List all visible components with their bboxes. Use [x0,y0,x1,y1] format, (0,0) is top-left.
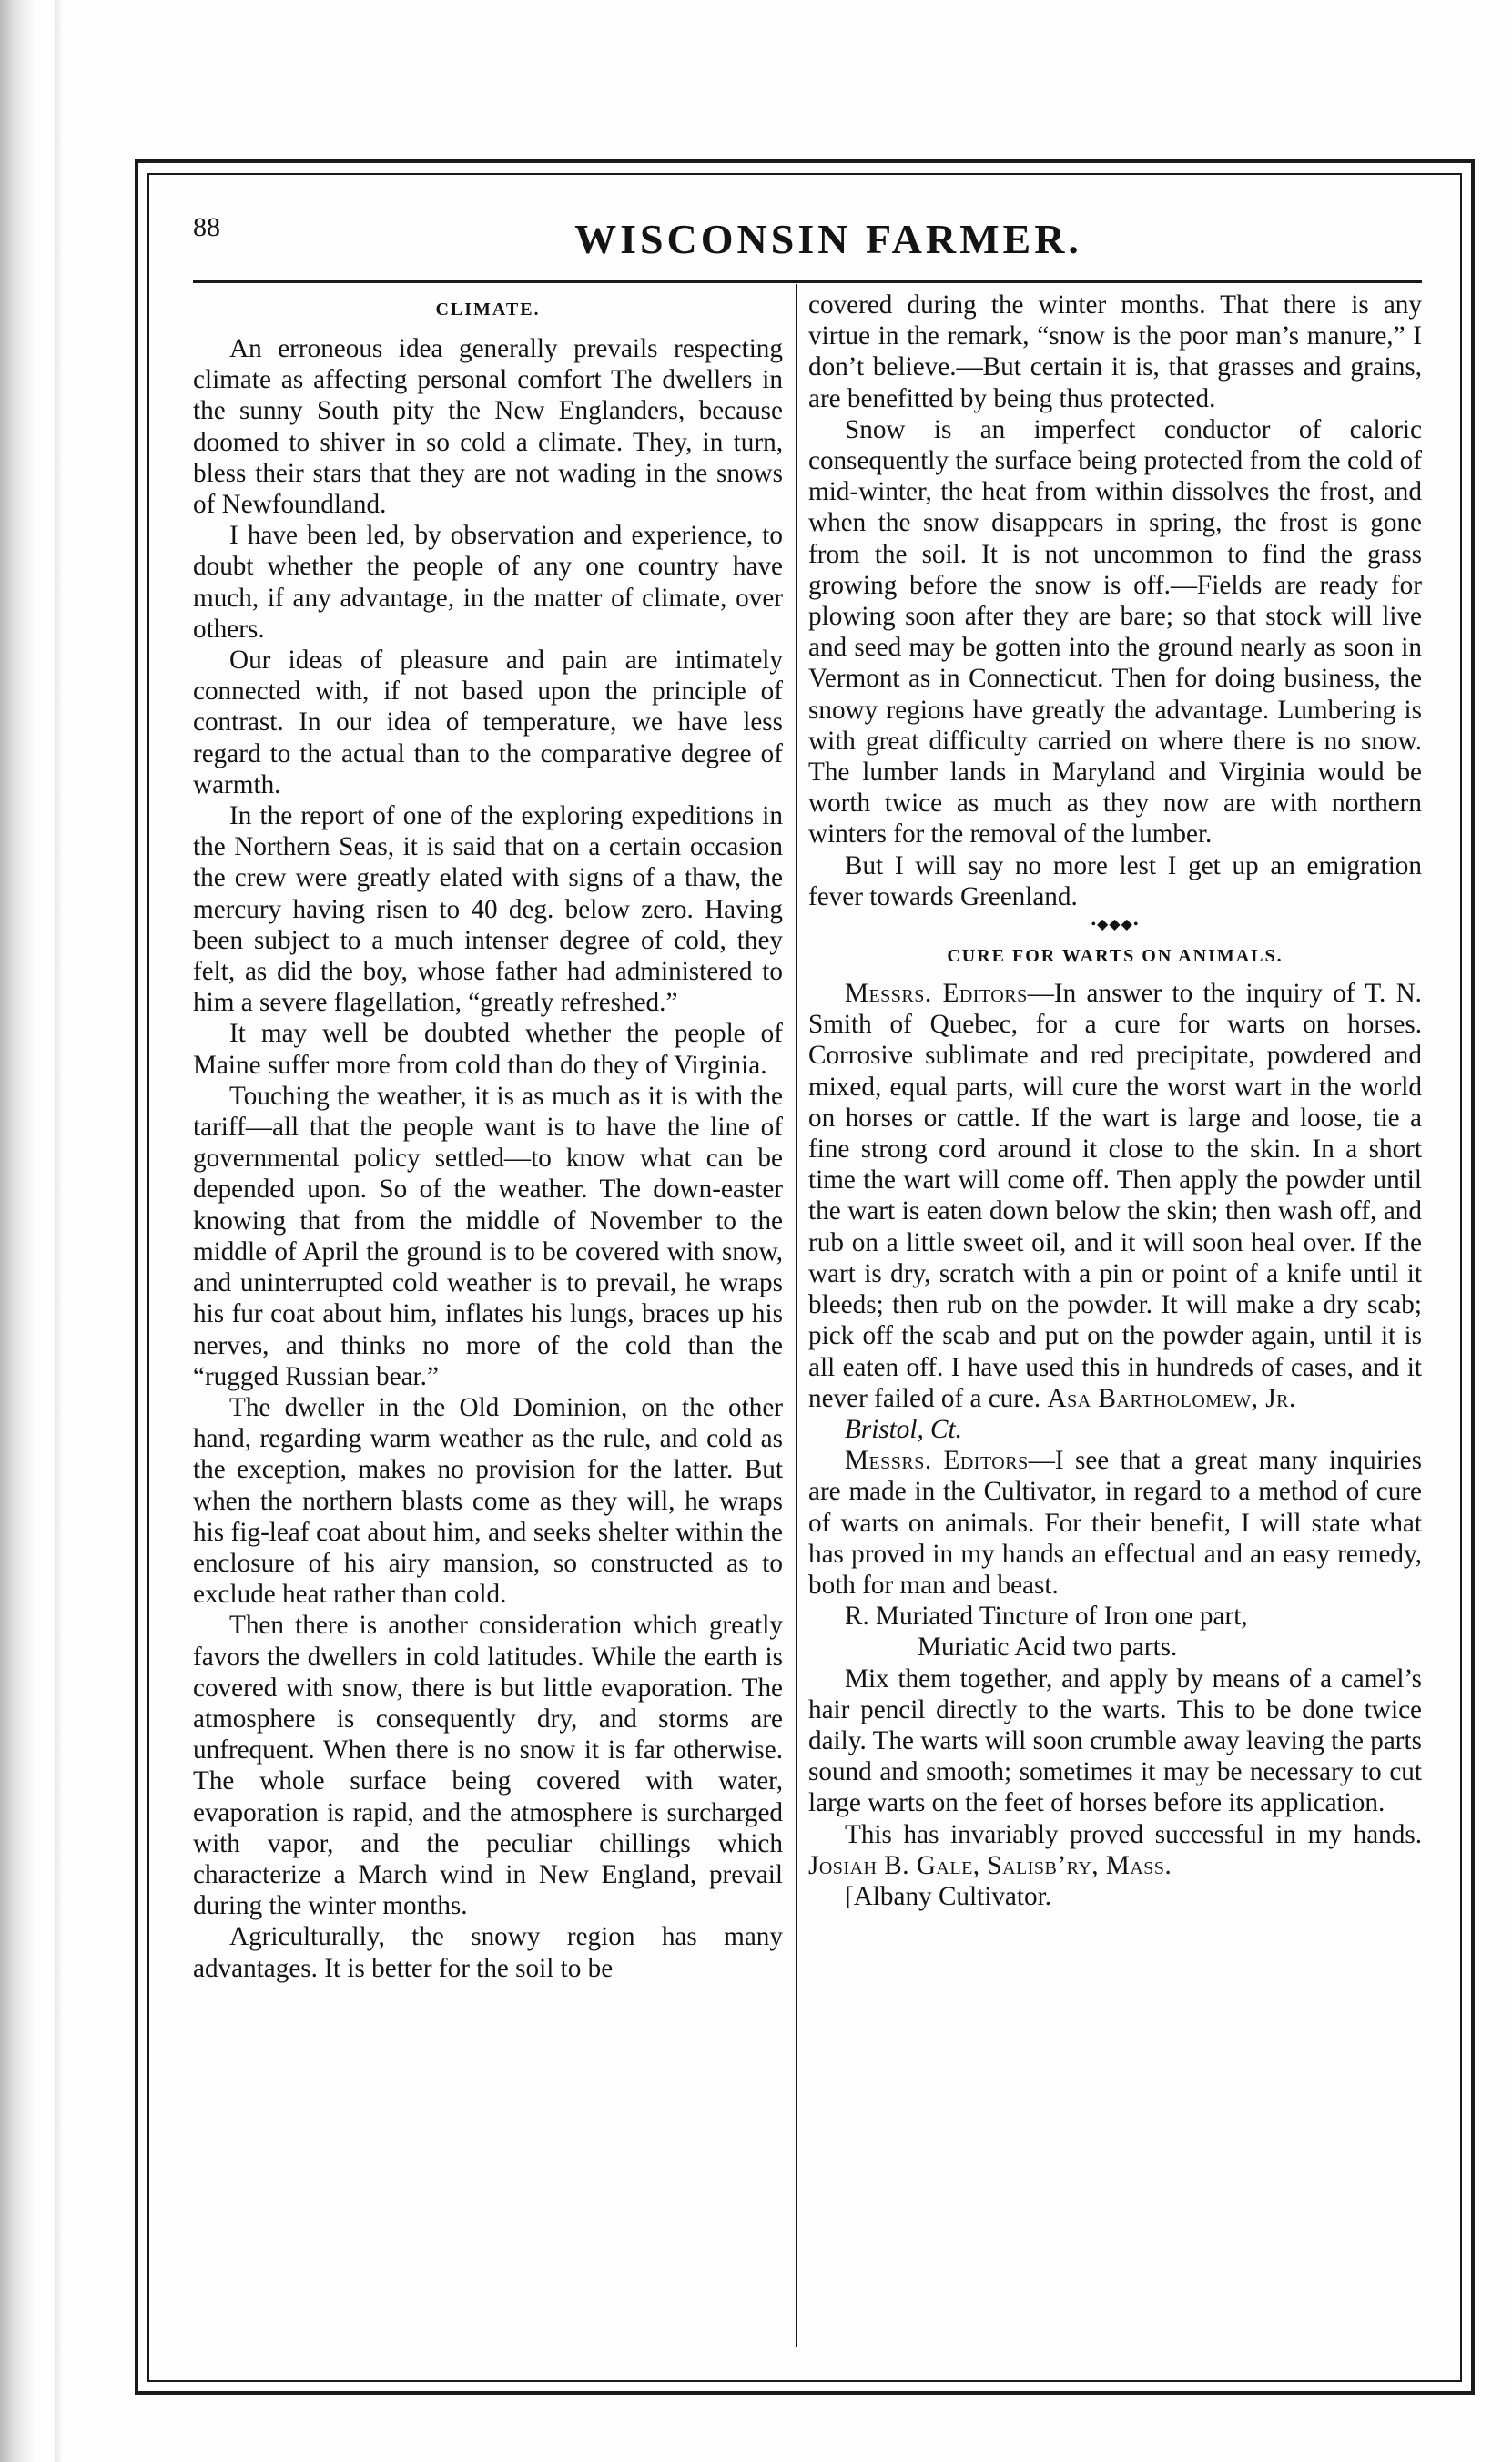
letter-paragraph [808,1445,1422,1601]
place-text: Bristol, Ct. [845,1414,962,1444]
paragraph: Snow is an imperfect conductor of caloric consequently the surface being protected from the cold of mid-winter, the heat from within dissolves the frost, and when the snow disappears in spring, the frost is gone from the soil. It is not uncommon to find the grass growing before the snow is off.—Fields are ready for plowing soon after they are bare; so that stock will live and seed may be gotten into the ground nearly as soon in Vermont as in Connecticut. Then for doing business, the snowy regions have greatly the advantage. Lumbering is with great difficulty carried on where there is no snow. The lumber lands in Maryland and Virginia would be worth twice as much as they now are with northern winters for the removal of the lumber. [808,414,1422,849]
signature: Josiah B. Gale, Salisb’ry, Mass. [808,1850,1172,1880]
paragraph: Agriculturally, the snowy region has many advantages. It is better for the soil to be [193,1922,783,1983]
salutation: Messrs. Editors [845,979,1028,1009]
letter-body: —In answer to the inquiry of T. N. Smith of Quebec, for a cure for warts on horses. Corrosive sublimate and red precipitate, powdered and mixed, equal parts, will cure the worst wart in the world on horses or cattle. If the wart is large and loose, tie a fine strong cord around it close to the skin. In a short time the wart will come off. Then apply the powder until the wart is eaten down below the skin; then wash off, and rub on a little sweet oil, and it will soon heal over. If the wart is dry, scratch with a pin or point of a knife until it bleeds; then rub on the powder. It will make a dry scab; pick off the scab and put on the powder again, until it is all eaten off. I have used this in hundreds of cases, and it never failed of a cure. [808,979,1422,1413]
left-column [193,290,783,1984]
signature-place [808,1414,1422,1445]
letter-body: —I see that a great many inquiries are made in the Cultivator, in regard to a method of cure of warts on animals. For their benefit, I will state what has proved in my hands an effectual and an easy remedy, both for man and beast. [808,1446,1422,1600]
continued-paragraph: covered during the winter months. That there is any virtue in the remark, “snow is the poor man’s manure,” I don’t believe.—But certain it is, that grasses and grains, are benefitted by being thus protected. [808,290,1422,413]
paragraph: It may well be doubted whether the people of Maine suffer more from cold than do they of Virginia. [193,1019,783,1080]
signature: Asa Bartholomew, Jr. [1047,1383,1296,1413]
section-title-climate: CLIMATE. [435,300,541,320]
paragraph: In the report of one of the exploring expeditions in the Northern Seas, it is said that on a certain occasion the crew were greatly elated with signs of a thaw, the mercury having risen to 40 deg. below zero. Having been subject to a much intenser degree of cold, they felt, as did the boy, whose father had administered to him a severe flagellation, “greatly refreshed.” [193,801,783,1018]
binding-edge [55,0,62,2462]
right-column [808,290,1422,1912]
paragraph: An erroneous idea generally prevails respecting climate as affecting personal comfort The dwellers in the sunny South pity the New Englanders, because doomed to shiver in so cold a climate. They, in turn, bless their stars that they are not wading in the snows of Newfoundland. [193,334,783,520]
letter-paragraph [808,978,1422,1414]
closing-text: This has invariably proved successful in my hands. [845,1819,1422,1849]
header-rule [193,280,1422,283]
section-title-warts: CURE FOR WARTS ON ANIMALS. [947,946,1284,967]
paragraph: The dweller in the Old Dominion, on the other hand, regarding warm weather as the rule, and cold as the exception, makes no provision for the latter. But when the northern blasts come as they will, he wraps his fig-leaf coat about him, and seeks shelter within the enclosure of his airy mansion, so constructed as to exclude heat rather than cold. [193,1392,783,1610]
column-divider [796,284,797,2347]
paragraph: I have been led, by observation and experience, to doubt whether the people of any one country have much, if any advantage, in the matter of climate, over others. [193,521,783,644]
closing-paragraph [808,1819,1422,1881]
recipe-line: Muriatic Acid two parts. [918,1633,1178,1663]
page-number: 88 [193,212,220,242]
recipe-line: R. Muriated Tincture of Iron one part, [845,1602,1248,1632]
running-head-title: WISCONSIN FARMER. [574,216,1082,262]
book-spine-shadow [0,0,36,2462]
section-ornament: •◆◆◆• [1091,917,1140,933]
paragraph: Our ideas of pleasure and pain are intimately connected with, if not based upon the principle of contrast. In our idea of temperature, we have less regard to the actual than to the comparative degree of warmth. [193,646,783,799]
paragraph: Touching the weather, it is as much as it is with the tariff—all that the people want is to have the line of governmental policy settled—to know what can be depended upon. So of the weather. The down-easter knowing that from the middle of November to the middle of April the ground is to be covered with snow, and uninterrupted cold weather is to prevail, he wraps his fur coat about him, inflates his lungs, braces up his nerves, and thinks no more of the cold than the “rugged Russian bear.” [193,1081,783,1391]
salutation: Messrs. Editors [845,1446,1029,1476]
paragraph: But I will say no more lest I get up an emigration fever towards Greenland. [808,850,1422,911]
paragraph: Mix them together, and apply by means of a camel’s hair pencil directly to the warts. This to be done twice daily. The warts will soon crumble away leaving the parts sound and smooth; sometimes it may be necessary to cut large warts on the feet of horses before its application. [808,1663,1422,1818]
source-credit: [Albany Cultivator. [845,1881,1051,1911]
paragraph: Then there is another consideration which greatly favors the dwellers in cold latitudes. While the earth is covered with snow, there is but little evaporation. The atmosphere is consequently dry, and storms are unfrequent. When there is no snow it is far otherwise. The whole surface being covered with water, evaporation is rapid, and the atmosphere is surcharged with vapor, and the peculiar chillings which characterize a March wind in New England, prevail during the winter months. [193,1611,783,1921]
